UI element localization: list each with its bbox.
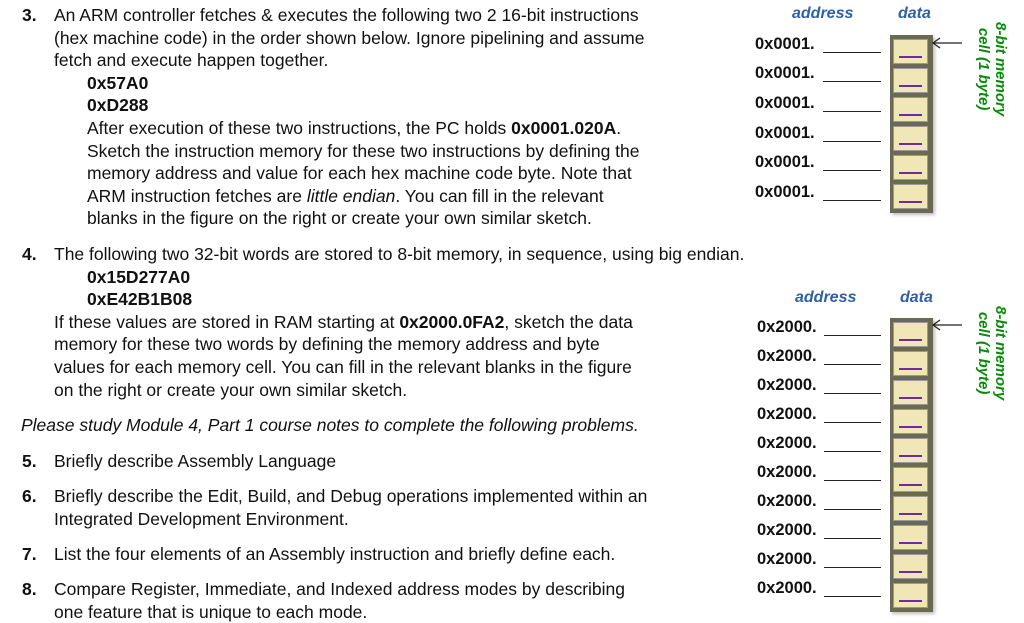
memory-cells: [890, 35, 933, 213]
address-label: 0x0001.: [755, 35, 815, 53]
address-blank[interactable]: [823, 170, 881, 171]
q3-line: An ARM controller fetches & executes the following two 2 16-bit instructions: [54, 5, 639, 25]
memory-cell[interactable]: [893, 39, 928, 64]
address-blank[interactable]: [824, 422, 881, 423]
address-label: 0x2000.: [757, 550, 817, 568]
address-label: 0x0001.: [755, 94, 815, 112]
question-3-body: [54, 4, 645, 230]
cell-size-label-line-1: 8-bit memory: [992, 22, 1009, 117]
address-label: 0x2000.: [757, 492, 817, 510]
address-label: 0x2000.: [757, 376, 817, 394]
q4-code-1: 0x15D277A0: [87, 266, 191, 287]
address-label: 0x2000.: [757, 521, 817, 539]
cell-size-label-line-1: 8-bit memory: [992, 306, 1009, 401]
address-label: 0x0001.: [755, 183, 815, 201]
q4-code-2: 0xE42B1B08: [87, 289, 193, 310]
q3-after-post: .: [616, 117, 622, 138]
question-8-number: 8.: [22, 579, 37, 599]
q3-line: memory address and value for each hex machine code byte. Note that: [87, 163, 632, 184]
address-label: 0x0001.: [755, 124, 815, 142]
q4-ram-addr: 0x2000.0FA2: [399, 311, 505, 332]
q3-endian-post: . You can fill in the relevant: [395, 185, 604, 206]
q4-ram-pre: If these values are stored in RAM starting at: [54, 311, 400, 332]
pointer-arrow-icon: [928, 318, 964, 332]
address-blank[interactable]: [824, 451, 881, 452]
data-header: data: [900, 289, 933, 306]
address-blank[interactable]: [824, 596, 881, 597]
q3-line: Sketch the instruction memory for these two instructions by defining the: [87, 140, 640, 161]
address-blank[interactable]: [824, 335, 881, 336]
address-label: 0x0001.: [755, 153, 815, 171]
memory-cell[interactable]: [893, 380, 928, 405]
q3-line: fetch and execute happen together.: [54, 50, 329, 71]
memory-cell[interactable]: [893, 126, 928, 151]
address-label: 0x2000.: [757, 463, 817, 481]
memory-cell[interactable]: [893, 438, 928, 463]
memory-cell[interactable]: [893, 496, 928, 521]
cell-size-label: [975, 22, 1009, 116]
q4-ram-line: [54, 311, 744, 334]
q3-line: (hex machine code) in the order shown below. Ignore pipelining and assume: [54, 27, 645, 48]
q3-code-2: 0xD288: [87, 95, 149, 116]
q5-text: Briefly describe Assembly Language: [54, 451, 337, 471]
pointer-arrow-icon: [928, 36, 964, 50]
question-7-number: 7.: [22, 544, 37, 564]
address-label: 0x0001.: [755, 64, 815, 82]
address-blank[interactable]: [824, 538, 881, 539]
address-header: address: [795, 289, 857, 306]
address-label: 0x2000.: [757, 434, 817, 452]
memory-cell[interactable]: [893, 351, 928, 376]
data-header: data: [898, 5, 931, 22]
q3-endian-pre: ARM instruction fetches are: [87, 185, 307, 206]
question-4-number: 4.: [22, 244, 37, 264]
memory-cell[interactable]: [893, 184, 928, 209]
memory-cell[interactable]: [893, 525, 928, 550]
address-blank[interactable]: [824, 480, 881, 481]
q4-ram-post: , sketch the data: [504, 311, 633, 332]
address-blank[interactable]: [823, 81, 881, 82]
address-label: 0x2000.: [757, 405, 817, 423]
cell-size-label-line-2: cell (1 byte): [975, 311, 992, 395]
q3-after-pre: After execution of these two instructions, the PC holds: [87, 117, 512, 138]
address-blank[interactable]: [823, 52, 881, 53]
address-blank[interactable]: [823, 141, 881, 142]
q4-line: The following two 32-bit words are stored to 8-bit memory, in sequence, using big endian.: [54, 244, 745, 264]
address-blank[interactable]: [824, 393, 881, 394]
q3-endian-em: little endian: [306, 185, 396, 206]
question-3-number: 3.: [22, 5, 37, 25]
address-blank[interactable]: [823, 111, 881, 112]
q3-code-1: 0x57A0: [87, 72, 149, 93]
study-note: Please study Module 4, Part 1 course notes to complete the following problems.: [21, 415, 639, 435]
address-header: address: [792, 5, 854, 22]
cell-size-label-line-2: cell (1 byte): [975, 27, 992, 111]
question-5-number: 5.: [22, 451, 37, 471]
q3-after-line: [54, 117, 645, 140]
q7-text: List the four elements of an Assembly instruction and briefly define each.: [54, 544, 616, 564]
question-4-body: [54, 243, 744, 401]
address-label: 0x2000.: [757, 347, 817, 365]
memory-cell[interactable]: [893, 155, 928, 180]
memory-cell[interactable]: [893, 467, 928, 492]
memory-cell[interactable]: [893, 322, 928, 347]
memory-cell[interactable]: [893, 554, 928, 579]
q8-line: one feature that is unique to each mode.: [54, 601, 368, 622]
address-label: 0x2000.: [757, 579, 817, 597]
memory-cell[interactable]: [893, 409, 928, 434]
address-blank[interactable]: [824, 364, 881, 365]
address-blank[interactable]: [823, 200, 881, 201]
q3-line: blanks in the figure on the right or create your own similar sketch.: [87, 208, 592, 229]
memory-cells: [890, 318, 933, 612]
memory-cell[interactable]: [893, 97, 928, 122]
q6-line: Integrated Development Environment.: [54, 508, 349, 529]
q8-line: Compare Register, Immediate, and Indexed address modes by describing: [54, 579, 625, 599]
q6-line: Briefly describe the Edit, Build, and Debug operations implemented within an: [54, 486, 648, 506]
cell-size-label: [975, 306, 1009, 400]
q3-pc-value: 0x0001.020A: [511, 117, 617, 138]
q4-line: on the right or create your own similar sketch.: [54, 379, 408, 400]
q3-endian-line: [54, 185, 645, 208]
memory-cell[interactable]: [893, 583, 928, 608]
question-6-number: 6.: [22, 486, 37, 506]
address-blank[interactable]: [824, 509, 881, 510]
address-blank[interactable]: [824, 567, 881, 568]
q4-line: values for each memory cell. You can fill in the relevant blanks in the figure: [54, 356, 632, 377]
address-label: 0x2000.: [757, 318, 817, 336]
memory-cell[interactable]: [893, 68, 928, 93]
q4-line: memory for these two words by defining the memory address and byte: [54, 334, 600, 355]
